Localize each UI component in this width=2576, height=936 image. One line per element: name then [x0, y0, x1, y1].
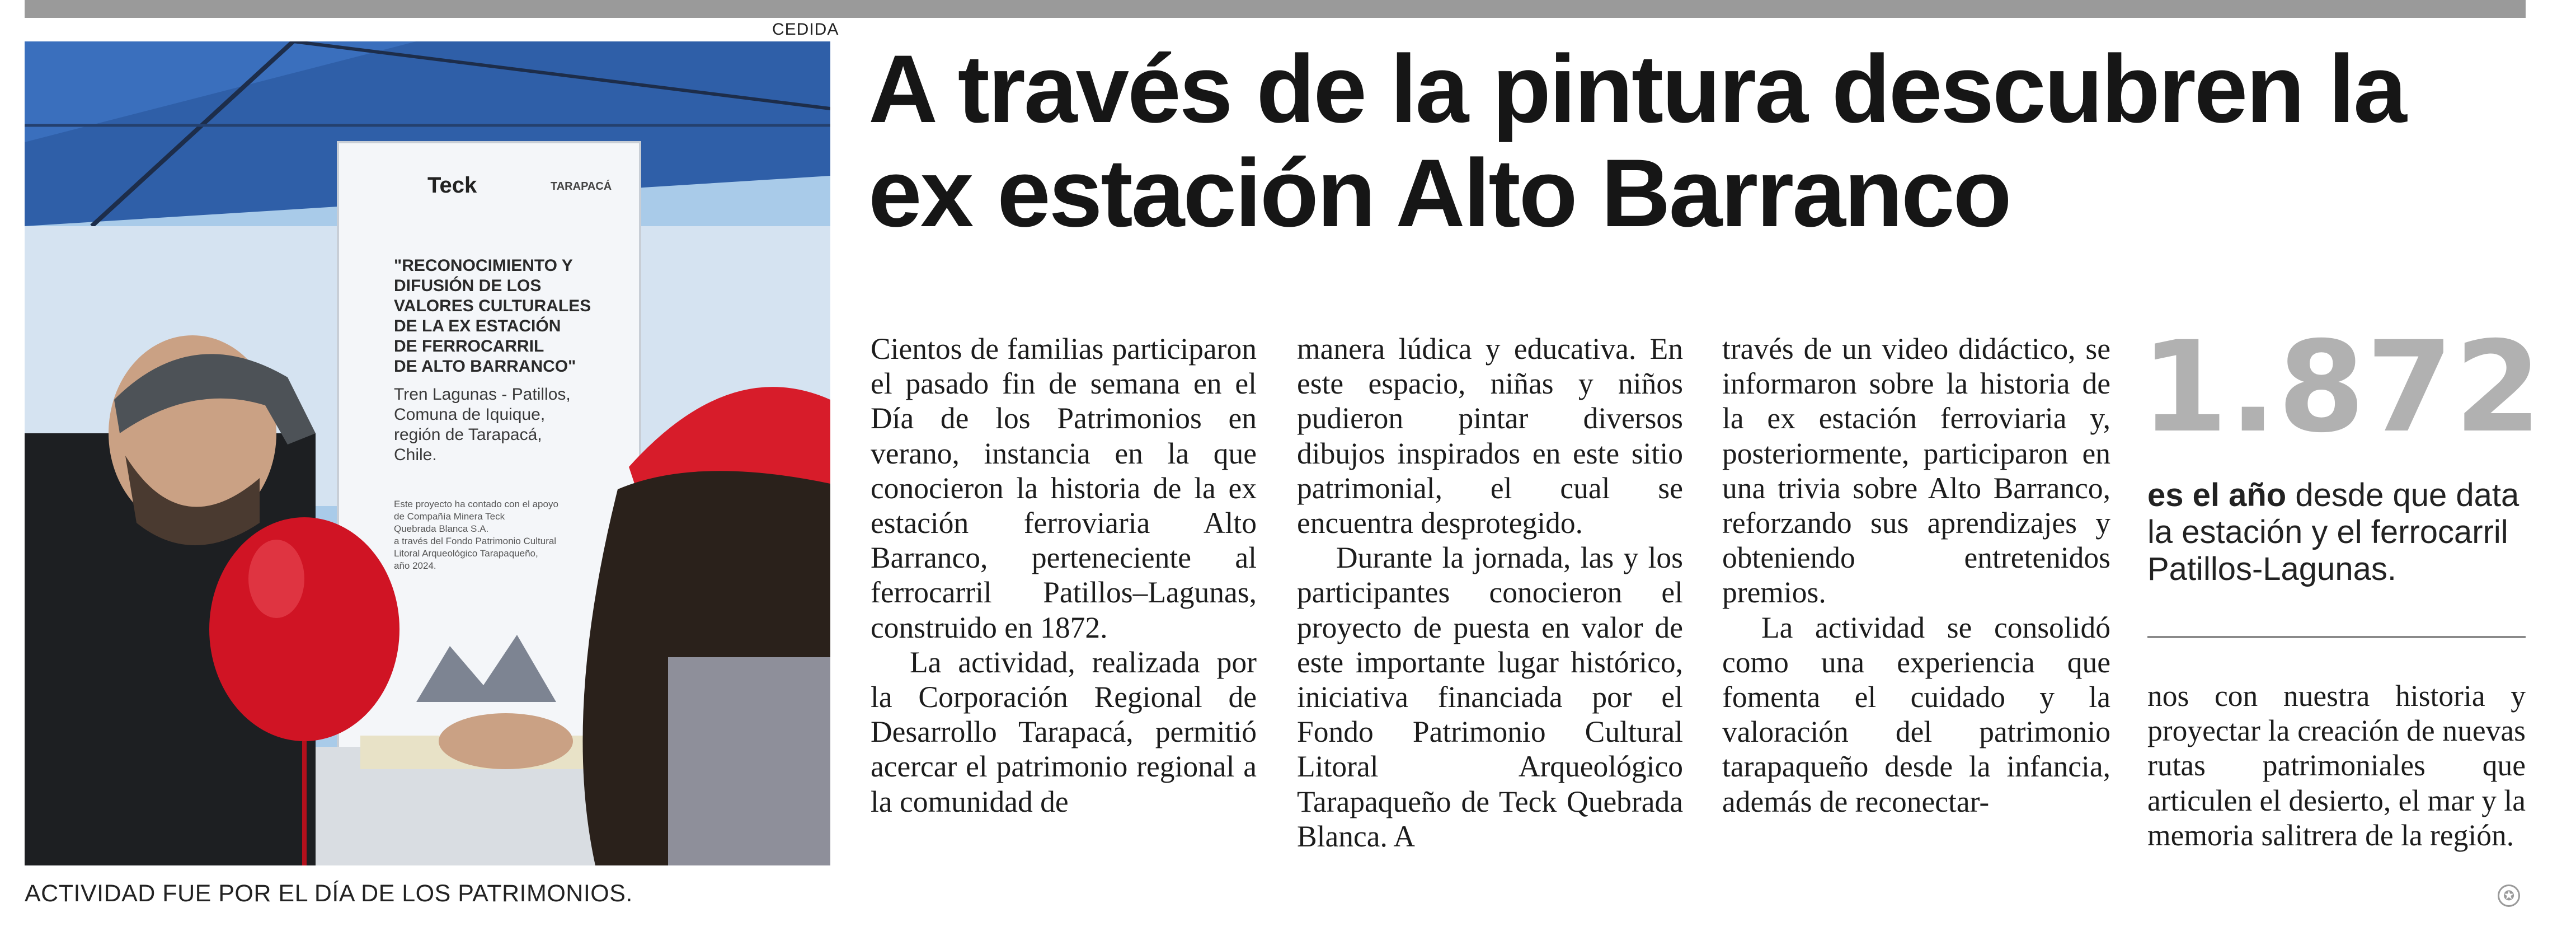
- banner-heading-line: DE ALTO BARRANCO": [394, 357, 576, 376]
- stat-lead: es el año: [2147, 477, 2287, 513]
- headline-line-2: ex estación Alto Barranco: [868, 139, 2010, 247]
- article-paragraph: nos con nuestra historia y proyectar la creación de nuevas rutas patrimoniales que articulen el desierto, el mar y la memoria salitrera de la región.: [2147, 679, 2526, 852]
- article-paragraph: Durante la jornada, las y los participantes conocieron el proyecto de puesta en valor de este importante lugar histórico, iniciativa financiada por el Fondo Patrimonio Cultural Litoral Arqueológico Tarapaqueño de Teck Quebrada Blanca. A: [1297, 541, 1683, 853]
- stat-divider: [2147, 636, 2526, 638]
- banner-fine-print: Quebrada Blanca S.A.: [394, 523, 489, 534]
- banner-logo-teck: Teck: [427, 173, 477, 198]
- banner-fine-print: año 2024.: [394, 560, 436, 571]
- photo-caption: ACTIVIDAD FUE POR EL DÍA DE LOS PATRIMONIOS.: [25, 880, 633, 907]
- stat-description: [2147, 477, 2526, 588]
- article-paragraph: través de un video didáctico, se informaron sobre la historia de la ex estación ferroviaria y, posteriormente, participaron en una trivia sobre Alto Barranco, reforzando sus aprendizajes y obteniendo entretenidos premios.: [1722, 332, 2110, 610]
- banner-heading-line: DIFUSIÓN DE LOS: [394, 277, 542, 295]
- banner-heading-line: DE LA EX ESTACIÓN: [394, 317, 561, 335]
- article-column-1: [871, 331, 1257, 819]
- stat-text: desde que data la estación y el ferrocarril Patillos-Lagunas.: [2147, 477, 2519, 587]
- banner-fine-print: Este proyecto ha contado con el apoyo: [394, 499, 558, 509]
- banner-heading-line: DE FERROCARRIL: [394, 337, 544, 355]
- article-column-4: [2147, 678, 2526, 853]
- article-paragraph: La actividad, realizada por la Corporación Regional de Desarrollo Tarapacá, permitió acercar el patrimonio regional a la comunidad de: [871, 645, 1257, 818]
- headline: [868, 37, 2525, 245]
- photo-credit: CEDIDA: [772, 20, 839, 39]
- banner-fine-print: a través del Fondo Patrimonio Cultural: [394, 536, 557, 546]
- end-mark-icon: ✪: [2498, 884, 2520, 907]
- stat-number: 1.872: [2141, 314, 2543, 460]
- banner-fine-print: Litoral Arqueológico Tarapaqueño,: [394, 548, 538, 559]
- banner-logo-region: TARAPACÁ: [551, 180, 612, 193]
- article-paragraph: manera lúdica y educativa. En este espacio, niñas y niños pudieron pintar diversos dibujos inspirados en este sitio patrimonial, el cual se encuentra desprotegido.: [1297, 332, 1683, 540]
- headline-line-1: A través de la pintura descubren la: [868, 35, 2405, 143]
- article-paragraph: Cientos de familias participaron el pasado fin de semana en el Día de los Patrimonios en verano, instancia en la que conocieron la historia de la ex estación ferroviaria Alto Barranco, perteneciente al ferrocarril Patillos–Lagunas, construido en 1872.: [871, 332, 1257, 644]
- article-column-2: [1297, 331, 1683, 854]
- banner-fine-print: de Compañía Minera Teck: [394, 511, 505, 522]
- banner-subheading-line: región de Tarapacá,: [394, 425, 542, 444]
- article-photo: [25, 41, 830, 865]
- banner-heading-line: "RECONOCIMIENTO Y: [394, 256, 573, 275]
- article-column-3: [1722, 331, 2110, 819]
- banner-heading-line: VALORES CULTURALES: [394, 297, 591, 315]
- top-rule: [25, 0, 2526, 18]
- article-paragraph: La actividad se consolidó como una experiencia que fomenta el cuidado y la valoración del patrimonio tarapaqueño desde la infancia, además de reconectar-: [1722, 610, 2110, 818]
- banner-subheading-line: Tren Lagunas - Patillos,: [394, 385, 571, 404]
- banner-subheading-line: Comuna de Iquique,: [394, 405, 546, 424]
- banner-subheading-line: Chile.: [394, 446, 437, 464]
